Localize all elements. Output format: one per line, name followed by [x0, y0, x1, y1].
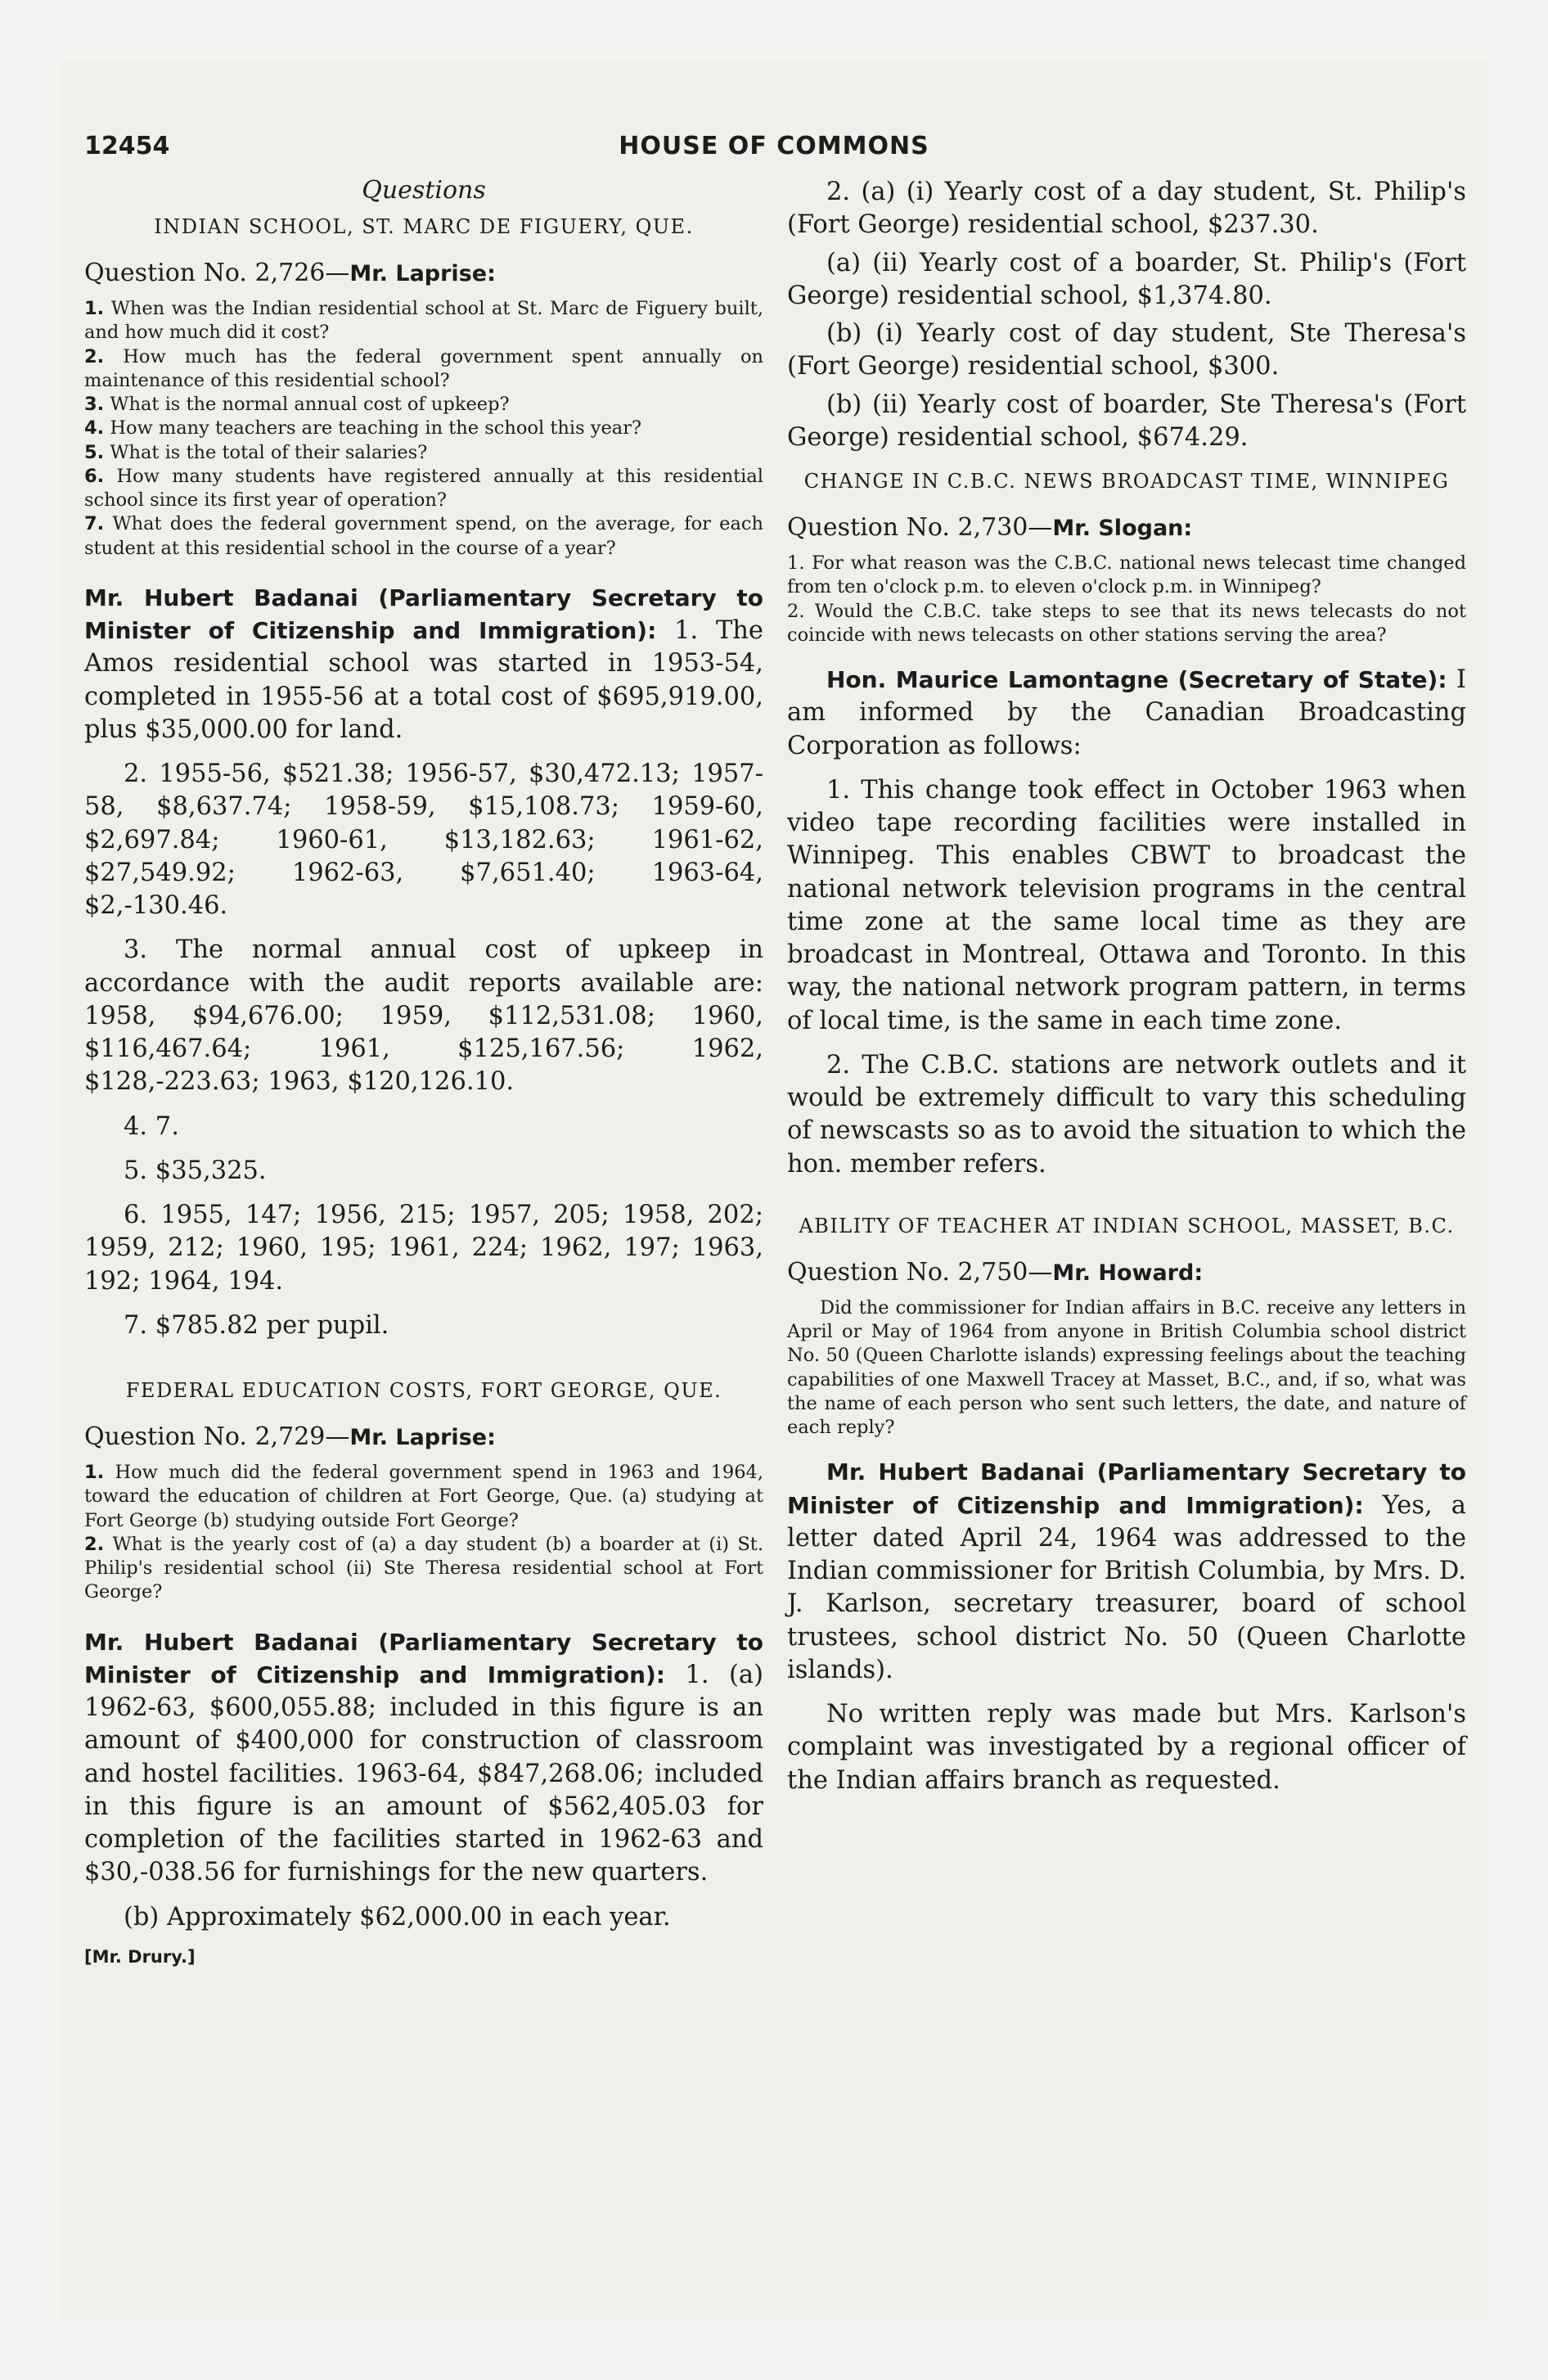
question-number-text: Question No. 2,729—	[84, 1422, 350, 1451]
question-item	[84, 465, 763, 513]
question-item: Did the commissioner for Indian affairs in B.C. receive any letters in April or May of 1964 from anyone in British Columbia school district No. 50 (Queen Charlotte islands) expressing feelings about the teaching capabilities of one Maxwell Tracey at Masset, B.C., and, if so, what was the name of each person who sent such letters, the date, and nature of each reply?	[787, 1296, 1466, 1438]
answer-paragraph: 7. $785.82 per pupil.	[124, 1310, 389, 1340]
question-item-number: 1.	[84, 1462, 105, 1483]
section-title: ABILITY OF TEACHER AT INDIAN SCHOOL, MASSET, B.C.	[799, 1214, 1455, 1237]
answer-text: 1. (a) 1962-63, $600,055.88; included in this figure is an amount of $400,000 for construction of classroom and hostel facilities. 1963-64, $847,268.06; included in this figure is an amount of $562,405.03 for completion of the facilities started in 1962-63 and $30,-038.56 for furnishings for the new quarters.	[84, 1660, 763, 1887]
section-title: INDIAN SCHOOL, ST. MARC DE FIGUERY, QUE.	[154, 215, 694, 238]
question-number	[84, 259, 763, 287]
question-item	[84, 512, 763, 561]
answer-paragraph: 3. The normal annual cost of upkeep in accordance with the audit reports available are: 1958, $94,676.00; 1959, $112,531.08; 1960, $116,467.64; 1961, $125,167.56; 1962, $128,-223.63; 1963, $120,126.10.	[84, 935, 763, 1097]
answer-paragraph: (b) Approximately $62,000.00 in each year.	[124, 1902, 671, 1931]
question-number	[84, 1422, 763, 1451]
question-item	[84, 345, 763, 394]
page-number: 12454	[84, 132, 170, 160]
answer-paragraph: 1. This change took effect in October 1963 when video tape recording facilities were installed in Winnipeg. This enables CBWT to broadcast the national network television programs in the central time zone at the same local time as they are broadcast in Montreal, Ottawa and Toronto. In this way, the national network program pattern, in terms of local time, is the same in each time zone.	[787, 775, 1466, 1035]
question-item-text: How many students have registered annually at this residential school since its first year of operation?	[84, 465, 763, 511]
question-item-number: 3.	[84, 394, 105, 415]
answer-paragraph: (b) (i) Yearly cost of day student, Ste Theresa's (Fort George) residential school, $300.	[787, 319, 1466, 381]
question-item	[787, 552, 1466, 600]
question-number	[787, 1258, 1466, 1287]
question-item-text: What is the total of their salaries?	[104, 441, 428, 463]
section-title: FEDERAL EDUCATION COSTS, FORT GEORGE, QUE.	[125, 1379, 722, 1402]
question-item-text: What does the federal government spend, on the average, for each student at this residential school in the course of a year?	[84, 513, 763, 559]
question-item	[84, 297, 763, 345]
question-item-text: What is the yearly cost of (a) a day student (b) a boarder at (i) St. Philip's residential school (ii) Ste Theresa residential school at Fort George?	[84, 1533, 763, 1603]
answer-paragraph: No written reply was made but Mrs. Karlson's complaint was investigated by a regional officer of the Indian affairs branch as requested.	[787, 1700, 1466, 1795]
question-item-number: 2.	[84, 1533, 105, 1555]
question-item	[84, 441, 763, 465]
question-number	[787, 513, 1466, 542]
answer-text: 1. The Amos residential school was started in 1953-54, completed in 1955-56 at a total cost of $695,919.00, plus $35,000.00 for land.	[84, 616, 763, 744]
question-item	[84, 417, 763, 440]
answer-paragraph: 5. $35,325.	[124, 1156, 267, 1185]
question-item	[84, 1533, 763, 1605]
question-item-text: How many teachers are teaching in the school this year?	[104, 417, 642, 439]
speaker-name: Mr. Hubert Badanai (Parliamentary Secretary to Minister of Citizenship and Immigration):	[84, 584, 763, 644]
answer-text: Yes, a letter dated April 24, 1964 was addressed to the Indian commissioner for British Columbia, by Mrs. D. J. Karlson, secretary treasurer, board of school trustees, school district No. 50 (Queen Charlotte islands).	[787, 1490, 1466, 1684]
question-item	[84, 1461, 763, 1533]
answer-paragraph: 2. The C.B.C. stations are network outlets and it would be extremely difficult to vary this scheduling of newscasts so as to avoid the situation to which the hon. member refers.	[787, 1050, 1466, 1179]
asker-name: Mr. Laprise:	[349, 261, 496, 286]
answer-paragraph	[84, 1626, 763, 1890]
answer-paragraph	[787, 1456, 1466, 1687]
answer-text: I am informed by the Canadian Broadcasting Corporation as follows:	[787, 665, 1466, 760]
answer-paragraph	[787, 664, 1466, 763]
document-page	[61, 61, 1487, 2319]
question-item-number: 5.	[84, 441, 105, 463]
question-item-number: 1.	[84, 298, 105, 319]
page-header	[61, 132, 1487, 173]
section-heading-questions: Questions	[362, 176, 486, 205]
question-number-text: Question No. 2,726—	[84, 259, 350, 287]
question-item-number: 4.	[84, 417, 105, 439]
question-item-number: 2.	[84, 345, 105, 367]
answer-paragraph: (a) (ii) Yearly cost of a boarder, St. Philip's (Fort George) residential school, $1,374.80.	[787, 248, 1466, 310]
speaker-name: Mr. Hubert Badanai (Parliamentary Secretary to Minister of Citizenship and Immigration):	[84, 1628, 763, 1688]
question-item-number: 6.	[84, 465, 105, 487]
section-title: CHANGE IN C.B.C. NEWS BROADCAST TIME, WINNIPEG	[803, 470, 1450, 493]
right-column	[787, 176, 1466, 1797]
question-item-number: 2.	[787, 600, 805, 622]
page-footer: [Mr. Drury.]	[84, 1946, 196, 1967]
answer-paragraph: 2. (a) (i) Yearly cost of a day student, St. Philip's (Fort George) residential school, $237.30.	[787, 178, 1466, 240]
question-item-text: How much did the federal government spend in 1963 and 1964, toward the education of children at Fort George, Que. (a) studying at Fort George (b) studying outside Fort George?	[84, 1462, 763, 1531]
speaker-name: Mr. Hubert Badanai (Parliamentary Secretary to Minister of Citizenship and Immigration):	[787, 1458, 1466, 1519]
question-number-text: Question No. 2,730—	[787, 513, 1053, 542]
running-head: HOUSE OF COMMONS	[619, 132, 929, 160]
question-item-text: When was the Indian residential school at St. Marc de Figuery built, and how much did it cost?	[84, 298, 763, 344]
question-item-text: What is the normal annual cost of upkeep?	[104, 394, 510, 415]
question-item-number: 7.	[84, 513, 105, 535]
left-column	[84, 176, 763, 1967]
asker-name: Mr. Laprise:	[349, 1425, 496, 1450]
question-item	[84, 393, 763, 417]
question-item-text: How much has the federal government spent annually on maintenance of this residential school?	[84, 345, 763, 391]
speaker-name: Hon. Maurice Lamontagne (Secretary of State):	[826, 666, 1447, 693]
answer-paragraph	[84, 582, 763, 746]
question-item-number: 1.	[787, 552, 805, 574]
answer-paragraph: (b) (ii) Yearly cost of boarder, Ste Theresa's (Fort George) residential school, $674.29.	[787, 390, 1466, 452]
answer-paragraph: 6. 1955, 147; 1956, 215; 1957, 205; 1958, 202; 1959, 212; 1960, 195; 1961, 224; 1962, 197; 1963, 192; 1964, 194.	[84, 1201, 763, 1296]
answer-paragraph: 2. 1955-56, $521.38; 1956-57, $30,472.13; 1957-58, $8,637.74; 1958-59, $15,108.73; 1959-60, $2,697.84; 1960-61, $13,182.63; 1961-62, $27,549.92; 1962-63, $7,651.40; 1963-64, $2,-130.46.	[84, 760, 763, 920]
question-item-text: Would the C.B.C. take steps to see that its news telecasts do not coincide with news telecasts on other stations serving the area?	[787, 600, 1466, 646]
asker-name: Mr. Slogan:	[1052, 516, 1193, 541]
question-item	[787, 600, 1466, 648]
answer-paragraph: 4. 7.	[124, 1111, 179, 1141]
question-number-text: Question No. 2,750—	[787, 1257, 1053, 1287]
asker-name: Mr. Howard:	[1052, 1260, 1204, 1286]
question-item-text: For what reason was the C.B.C. national news telecast time changed from ten o'clock p.m. to eleven o'clock p.m. in Winnipeg?	[787, 552, 1466, 598]
